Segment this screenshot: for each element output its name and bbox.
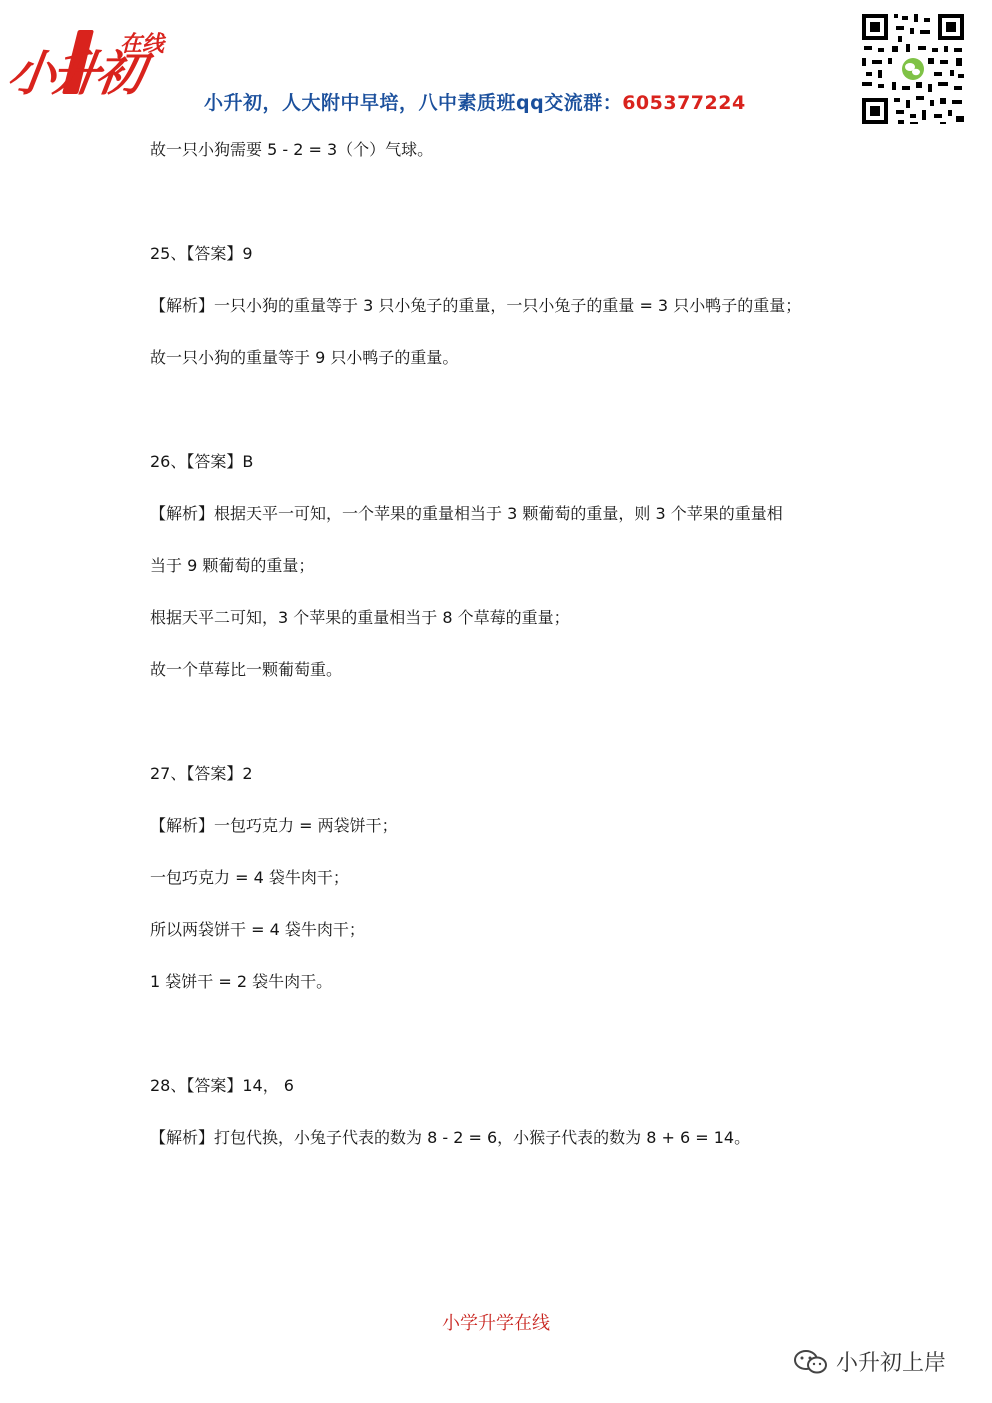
header-text: 小升初，人大附中早培，八中素质班qq交流群： xyxy=(204,92,623,114)
answer-heading-26: 26、【答案】B xyxy=(150,452,254,471)
text-line: 故一只小狗需要 5 - 2 = 3（个）气球。 xyxy=(150,140,434,159)
answer-heading-25: 25、【答案】9 xyxy=(150,244,253,263)
wechat-icon xyxy=(792,1347,830,1377)
text-line: 【解析】一只小狗的重量等于 3 只小兔子的重量，一只小兔子的重量 = 3 只小鸭子的重量； xyxy=(150,296,802,315)
wechat-watermark xyxy=(792,1346,946,1377)
watermark-text: 小升初上岸 xyxy=(836,1351,947,1376)
text-line: 【解析】根据天平一可知，一个苹果的重量相当于 3 颗葡萄的重量，则 3 个苹果的重量相 xyxy=(150,504,783,523)
text-line: 【解析】打包代换，小兔子代表的数为 8 - 2 = 6，小猴子代表的数为 8 + 6 = 14。 xyxy=(150,1128,751,1147)
text-line: 1 袋饼干 = 2 袋牛肉干。 xyxy=(150,972,333,991)
text-line: 故一个草莓比一颗葡萄重。 xyxy=(150,660,343,679)
qq-number: 605377224 xyxy=(622,92,746,114)
logo-main-text: 小升初 xyxy=(4,46,144,102)
footer-site-name: 小学升学在线 xyxy=(442,1313,550,1334)
text-line: 一包巧克力 = 4 袋牛肉干； xyxy=(150,868,349,887)
header-banner xyxy=(204,88,746,115)
answer-heading-27: 27、【答案】2 xyxy=(150,764,253,783)
qr-code-icon xyxy=(858,10,968,128)
logo-sub-text: 在线 xyxy=(120,32,165,57)
answer-heading-28: 28、【答案】14， 6 xyxy=(150,1076,294,1095)
text-line: 故一只小狗的重量等于 9 只小鸭子的重量。 xyxy=(150,348,459,367)
brand-logo xyxy=(4,30,178,112)
text-line: 所以两袋饼干 = 4 袋牛肉干； xyxy=(150,920,365,939)
text-line: 根据天平二可知，3 个苹果的重量相当于 8 个草莓的重量； xyxy=(150,608,570,627)
text-line: 当于 9 颗葡萄的重量； xyxy=(150,556,315,575)
text-line: 【解析】一包巧克力 = 两袋饼干； xyxy=(150,816,398,835)
